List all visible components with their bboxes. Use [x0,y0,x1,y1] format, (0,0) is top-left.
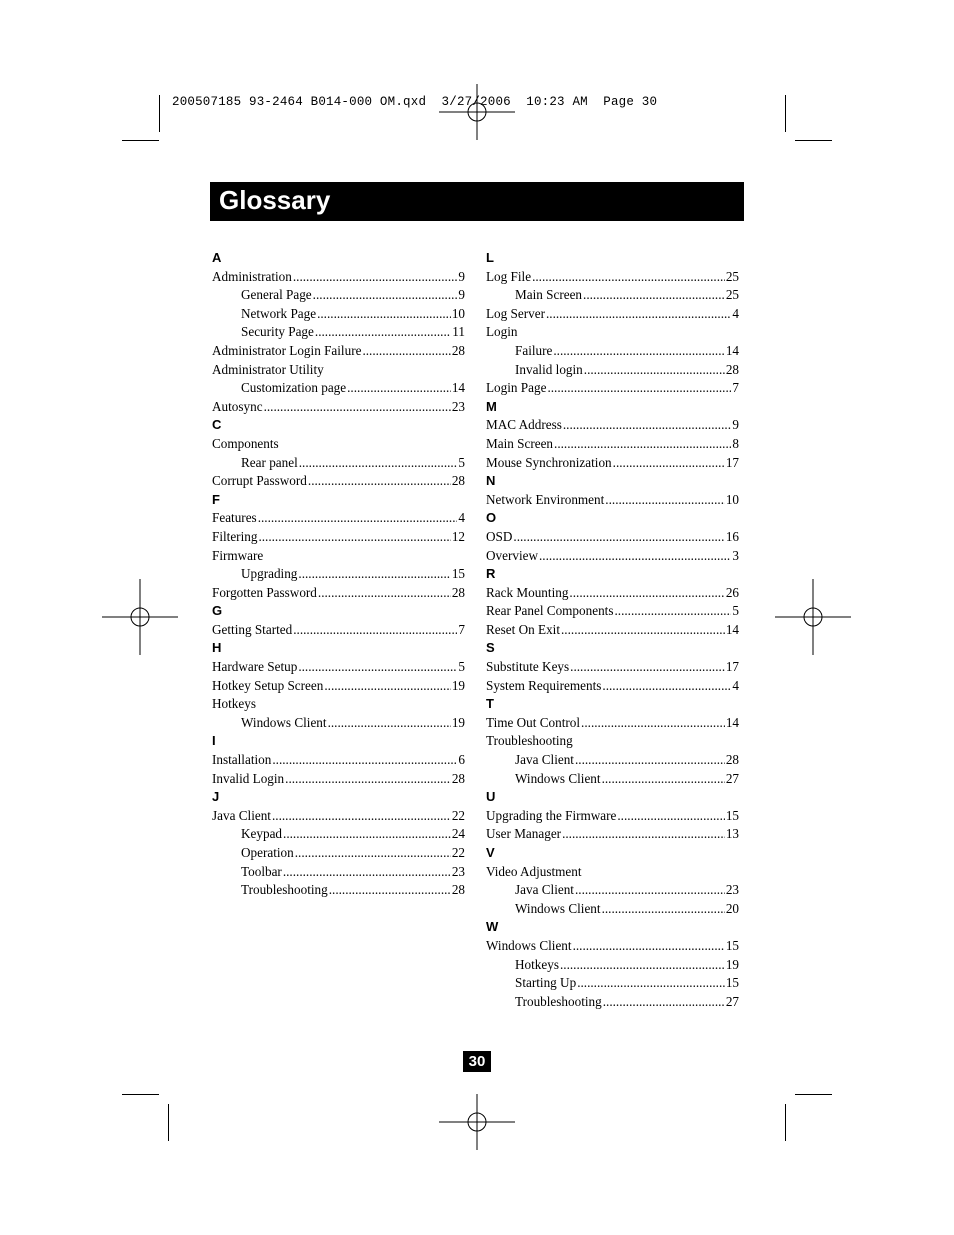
dot-leader [362,342,450,361]
glossary-entry [486,732,739,751]
dot-leader [329,881,451,900]
glossary-column-right [486,249,739,1011]
glossary-entry [212,398,465,417]
entry-label: Windows Client [515,900,601,916]
entry-label: Windows Client [515,770,601,786]
entry-label: Rear panel [241,454,298,470]
entry-label: Java Client [212,807,271,823]
section-letter: J [212,789,220,805]
entry-page-number: 27 [725,770,739,786]
dot-leader [317,305,451,324]
dot-leader [313,286,458,305]
entry-page-number: 9 [732,417,739,433]
dot-leader [553,342,724,361]
entry-label: Hotkeys [212,696,256,712]
dot-leader [602,900,725,919]
dot-leader [318,584,451,603]
dot-leader [298,565,450,584]
entry-label: Overview [486,547,538,563]
glossary-subentry [486,770,739,789]
dot-leader [547,379,731,398]
dot-leader [575,881,725,900]
dot-leader [561,621,725,640]
entry-label: Login Page [486,380,547,396]
dot-leader [603,993,725,1012]
glossary-entry [212,361,465,380]
section-letter: O [486,510,497,526]
glossary-entry [486,714,739,733]
dot-leader [347,379,451,398]
entry-page-number: 4 [732,677,739,693]
crop-mark [795,1094,832,1095]
entry-page-number: 26 [725,584,739,600]
glossary-subentry [486,900,739,919]
entry-label: Invalid login [515,361,583,377]
glossary-entry [212,268,465,287]
entry-label: General Page [241,287,312,303]
entry-label: Troubleshooting [241,882,328,898]
dot-leader [573,937,725,956]
entry-label: Operation [241,845,294,860]
glossary-entry [212,528,465,547]
entry-page-number: 19 [725,956,739,972]
section-letter: I [212,733,216,749]
glossary-entry [486,379,739,398]
entry-page-number: 28 [451,770,465,786]
section-letter: G [212,603,223,619]
glossary-entry [486,584,739,603]
entry-label: Toolbar [241,863,282,879]
entry-label: Network Page [241,305,317,321]
dot-leader [560,956,725,975]
glossary-entry [486,825,739,844]
glossary-entry [212,547,465,566]
entry-page-number: 5 [458,659,465,675]
glossary-entry [486,658,739,677]
crop-mark [785,95,786,132]
entry-page-number: 28 [451,584,465,600]
section-letter: N [486,473,496,489]
section-letter: L [486,250,494,265]
glossary-entry [212,342,465,361]
glossary-entry [486,602,739,621]
dot-leader [554,435,731,454]
glossary-entry [486,491,739,510]
entry-label: Hardware Setup [212,659,298,675]
dot-leader [295,844,451,863]
entry-label: User Manager [486,826,562,842]
entry-label: Rack Mounting [486,584,569,600]
entry-label: Features [212,510,257,526]
glossary-subentry [486,881,739,900]
dot-leader [539,547,731,566]
entry-page-number: 13 [725,826,739,842]
glossary-entry [212,770,465,789]
dot-leader [613,454,725,473]
glossary-subentry [212,565,465,584]
dot-leader [575,751,725,770]
dot-leader [563,416,732,435]
entry-label: Security Page [241,324,314,340]
dot-leader [614,602,731,621]
entry-page-number: 19 [451,714,465,730]
glossary-subentry [486,751,739,770]
entry-label: Login [486,324,518,340]
crop-mark [785,1104,786,1141]
section-letter: U [486,789,496,805]
page-title: Glossary [219,185,331,215]
section-letter: H [212,640,222,656]
entry-label: Troubleshooting [515,993,602,1009]
entry-label: OSD [486,528,513,544]
glossary-subentry [212,305,465,324]
entry-page-number: 8 [732,435,739,451]
entry-label: Keypad [241,826,283,842]
crop-mark [159,95,160,132]
entry-page-number: 24 [451,826,465,842]
glossary-entry [486,621,739,640]
entry-page-number: 28 [451,473,465,489]
entry-label: MAC Address [486,417,562,433]
entry-label: Reset On Exit [486,621,560,637]
dot-leader [584,361,725,380]
glossary-entry [486,435,739,454]
title-bar [210,182,744,221]
entry-label: Firmware [212,547,264,563]
entry-page-number: 20 [725,900,739,916]
entry-label: Forgotten Password [212,584,317,600]
glossary-subentry [486,342,739,361]
entry-label: Starting Up [515,975,577,991]
glossary-entry [212,584,465,603]
glossary-entry [212,751,465,770]
entry-page-number: 9 [458,268,465,284]
dot-leader [285,770,451,789]
dot-leader [562,825,725,844]
entry-page-number: 16 [725,528,739,544]
entry-page-number: 22 [451,807,465,823]
dot-leader [298,658,457,677]
glossary-entry [212,658,465,677]
glossary-entry [486,454,739,473]
dot-leader [264,398,451,417]
glossary-entry [486,937,739,956]
entry-page-number: 6 [458,752,465,768]
crop-mark [122,1094,159,1095]
entry-page-number: 7 [458,621,465,637]
crop-mark [795,140,832,141]
dot-leader [258,528,450,547]
glossary-entry [486,547,739,566]
entry-label: System Requirements [486,677,602,693]
section-letter: A [212,250,222,265]
glossary-entry [486,416,739,435]
entry-page-number: 4 [458,510,465,526]
entry-label: Java Client [515,752,574,768]
dot-leader [258,509,458,528]
section-letter: R [486,566,496,582]
entry-page-number: 14 [725,342,739,358]
entry-page-number: 14 [725,714,739,730]
dot-leader [272,807,451,826]
entry-page-number: 9 [458,287,465,303]
dot-leader [308,472,451,491]
glossary-subentry [212,863,465,882]
glossary-subentry [212,454,465,473]
glossary-entry [212,695,465,714]
page-number: 30 [463,1051,491,1072]
entry-label: Video Adjustment [486,863,582,879]
dot-leader [299,454,458,473]
entry-label: Main Screen [515,287,583,303]
dot-leader [602,677,731,696]
entry-page-number: 10 [725,491,739,507]
registration-mark-icon [437,1082,517,1162]
entry-page-number: 14 [725,621,739,637]
glossary-subentry [212,844,465,863]
entry-page-number: 25 [725,268,739,284]
crop-mark [168,1104,169,1141]
entry-label: Upgrading the Firmware [486,807,617,823]
glossary-subentry [486,974,739,993]
glossary-subentry [212,881,465,900]
dot-leader [283,825,451,844]
entry-page-number: 4 [732,305,739,321]
entry-label: Autosync [212,398,263,414]
entry-page-number: 23 [451,398,465,414]
glossary-entry [212,807,465,826]
section-letter: M [486,398,497,414]
glossary-entry [486,677,739,696]
glossary-column-left [212,249,465,900]
entry-page-number: 28 [725,752,739,768]
glossary-entry [486,305,739,324]
dot-leader [583,286,725,305]
entry-label: Windows Client [241,714,327,730]
entry-page-number: 7 [732,380,739,396]
section-letter: T [486,696,494,712]
entry-label: Windows Client [486,937,572,953]
entry-page-number: 12 [451,528,465,544]
dot-leader [328,714,451,733]
dot-leader [532,268,725,287]
entry-label: Filtering [212,528,258,544]
entry-label: Invalid Login [212,770,285,786]
dot-leader [617,807,724,826]
entry-label: Java Client [515,882,574,898]
dot-leader [577,974,725,993]
entry-page-number: 15 [725,937,739,953]
dot-leader [513,528,724,547]
section-letter: S [486,640,495,656]
entry-page-number: 23 [451,863,465,879]
dot-leader [293,268,458,287]
entry-page-number: 11 [452,324,465,340]
entry-label: Installation [212,752,272,768]
registration-mark-icon [773,577,853,657]
entry-page-number: 23 [725,882,739,898]
entry-label: Network Environment [486,491,605,507]
glossary-entry [212,677,465,696]
entry-page-number: 15 [725,807,739,823]
entry-page-number: 5 [732,603,739,619]
entry-label: Administration [212,268,292,284]
entry-label: Log Server [486,305,545,321]
glossary-subentry [486,286,739,305]
glossary-entry [212,472,465,491]
entry-label: Troubleshooting [486,733,573,749]
dot-leader [293,621,457,640]
glossary-subentry [212,286,465,305]
dot-leader [581,714,725,733]
entry-label: Upgrading [241,566,298,582]
entry-page-number: 14 [451,380,465,396]
crop-mark [122,140,159,141]
glossary-subentry [486,956,739,975]
entry-label: Hotkey Setup Screen [212,677,324,693]
entry-page-number: 5 [458,454,465,470]
section-letter: C [212,417,222,433]
glossary-subentry [212,825,465,844]
entry-label: Administrator Utility [212,361,324,377]
entry-page-number: 17 [725,454,739,470]
glossary-entry [486,268,739,287]
entry-label: Main Screen [486,435,554,451]
dot-leader [570,658,725,677]
registration-mark-icon [100,577,180,657]
entry-label: Rear Panel Components [486,603,614,619]
print-slug-line: 200507185 93-2464 B014-000 OM.qxd 3/27/2006 10:23 AM Page 30 [172,95,658,109]
entry-page-number: 27 [725,993,739,1009]
dot-leader [315,323,451,342]
entry-page-number: 28 [451,882,465,898]
glossary-entry [212,435,465,454]
entry-label: Getting Started [212,621,293,637]
entry-page-number: 15 [725,975,739,991]
entry-page-number: 3 [732,547,739,563]
entry-label: Hotkeys [515,956,559,972]
entry-label: Corrupt Password [212,473,307,489]
glossary-entry [486,863,739,882]
glossary-entry [212,621,465,640]
glossary-subentry [212,323,465,342]
entry-label: Log File [486,268,532,284]
section-letter: V [486,845,495,860]
registration-mark-icon [437,72,517,152]
dot-leader [546,305,731,324]
section-letter: F [212,491,220,507]
glossary-subentry [212,379,465,398]
entry-page-number: 15 [451,566,465,582]
entry-label: Customization page [241,380,347,396]
glossary-entry [486,528,739,547]
glossary-entry [486,323,739,342]
entry-page-number: 17 [725,659,739,675]
dot-leader [283,863,451,882]
section-letter: W [486,919,499,935]
glossary-entry [486,807,739,826]
entry-page-number: 19 [451,677,465,693]
entry-label: Failure [515,342,553,358]
entry-page-number: 28 [725,361,739,377]
entry-page-number: 22 [451,845,465,860]
entry-label: Components [212,435,279,451]
glossary-entry [212,509,465,528]
entry-page-number: 25 [725,287,739,303]
entry-page-number: 28 [451,342,465,358]
glossary-subentry [212,714,465,733]
glossary-subentry [486,361,739,380]
entry-label: Administrator Login Failure [212,342,362,358]
dot-leader [602,770,725,789]
entry-label: Mouse Synchronization [486,454,612,470]
entry-label: Time Out Control [486,714,581,730]
dot-leader [324,677,450,696]
entry-label: Substitute Keys [486,659,570,675]
glossary-subentry [486,993,739,1012]
entry-page-number: 10 [451,305,465,321]
dot-leader [569,584,724,603]
dot-leader [605,491,725,510]
dot-leader [272,751,457,770]
